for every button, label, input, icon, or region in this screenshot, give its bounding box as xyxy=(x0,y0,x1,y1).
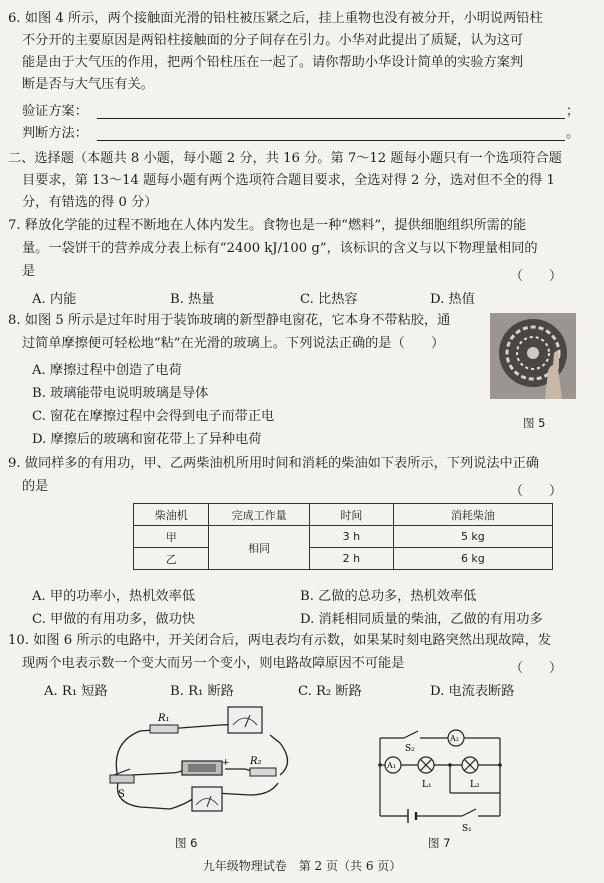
q8-line-2: 过简单摩擦便可轻松地“粘”在光滑的玻璃上。下列说法正确的是（ ） xyxy=(22,336,445,351)
table-header-row xyxy=(134,504,553,526)
q6-line-3: 能是由于大气压的作用，把两个铅柱压在一起了。请你帮助小华设计简单的实验方案判 xyxy=(22,55,524,70)
q10-option-c: C. R₂ 断路 xyxy=(298,684,362,699)
table-header-workload: 完成工作量 xyxy=(209,504,310,526)
q7-option-c: C. 比热容 xyxy=(300,292,358,307)
figure6-label-switch: S xyxy=(118,789,125,800)
q8-option-d: D. 摩擦后的玻璃和窗花带上了异种电荷 xyxy=(32,432,262,447)
figure7-label-a1: A₁ xyxy=(387,761,396,770)
section2-line-3: 分，有错选的得 0 分） xyxy=(22,195,158,210)
q6-judge-label: 判断方法： xyxy=(22,126,88,141)
q9-option-b: B. 乙做的总功多，热机效率低 xyxy=(300,589,477,604)
switch-icon xyxy=(110,775,134,783)
figure7-label-s2: S₂ xyxy=(405,744,415,754)
q9-option-c: C. 甲做的有用功多，做功快 xyxy=(32,612,196,627)
q6-judge-end: 。 xyxy=(566,126,580,141)
r1-resistor-icon xyxy=(150,725,178,733)
q7-option-d: D. 热值 xyxy=(430,292,475,307)
figure7-caption: 图 7 xyxy=(428,836,451,850)
q10-option-b: B. R₁ 断路 xyxy=(170,684,234,699)
table-header-fuel: 消耗柴油 xyxy=(393,504,552,526)
q8-option-c: C. 窗花在摩擦过程中会得到电子而带正电 xyxy=(32,409,275,424)
figure5-window-flower-photo xyxy=(490,313,576,399)
q10-line-1: 10. 如图 6 所示的电路中，开关闭合后，两电表均有示数，如果某时刻电路突然出现故障，发 xyxy=(8,633,552,648)
q7-line-1: 7. 释放化学能的过程不断地在人体内发生。食物也是一种“燃料”，提供细胞组织所需的能 xyxy=(8,218,527,233)
q8-option-a: A. 摩擦过程中创造了电荷 xyxy=(32,363,182,378)
q9-option-a: A. 甲的功率小，热机效率低 xyxy=(32,589,195,604)
q6-verify-blank xyxy=(97,118,565,119)
figure6-label-plus: + xyxy=(222,758,230,768)
table-header-time: 时间 xyxy=(309,504,393,526)
q9-answer-paren: （ ） xyxy=(510,484,563,499)
q7-answer-paren: （ ） xyxy=(510,269,563,284)
figure7-label-l1: L₁ xyxy=(422,780,432,790)
figure7-label-l2: L₂ xyxy=(470,780,480,790)
table-row xyxy=(134,526,553,548)
q6-line-4: 断是否与大气压有关。 xyxy=(22,77,154,92)
figure6-label-r2: R₂ xyxy=(250,756,262,767)
table-row xyxy=(134,548,553,570)
table-cell-time: 2 h xyxy=(309,548,393,570)
q6-judge-blank xyxy=(97,140,565,141)
figure7-label-a2: A₂ xyxy=(450,734,459,743)
q10-line-2: 现两个电表示数一个变大而另一个变小，则电路故障原因不可能是 xyxy=(22,656,405,671)
q7-option-b: B. 热量 xyxy=(170,292,215,307)
figure5-caption: 图 5 xyxy=(523,416,546,430)
q10-answer-paren: （ ） xyxy=(510,661,563,676)
q10-option-a: A. R₁ 短路 xyxy=(44,684,108,699)
q10-option-d: D. 电流表断路 xyxy=(430,684,515,699)
table-cell-time: 3 h xyxy=(309,526,393,548)
table-cell-engine: 乙 xyxy=(134,548,209,570)
table-cell-engine: 甲 xyxy=(134,526,209,548)
q7-option-a: A. 内能 xyxy=(32,292,77,307)
page-footer: 九年级物理试卷 第 2 页（共 6 页） xyxy=(202,859,402,873)
q8-option-b: B. 玻璃能带电说明玻璃是导体 xyxy=(32,386,209,401)
q7-line-2: 量。一袋饼干的营养成分表上标有“2400 kJ/100 g”，该标识的含义与以下物理量相同的 xyxy=(22,241,538,256)
table-cell-fuel: 5 kg xyxy=(393,526,552,548)
figure6-caption: 图 6 xyxy=(175,836,198,850)
q6-line-1: 6. 如图 4 所示，两个接触面光滑的铅柱被压紧之后，挂上重物也没有被分开，小明说两铅柱 xyxy=(8,11,543,26)
q7-line-3: 是 xyxy=(22,264,36,279)
q6-line-2: 不分开的主要原因是两铅柱接触面的分子间存在引力。小华对此提出了质疑，认为这可 xyxy=(22,33,524,48)
r2-resistor-icon xyxy=(250,768,276,776)
figure6-label-r1: R₁ xyxy=(158,713,170,724)
q9-option-d: D. 消耗相同质量的柴油，乙做的有用功多 xyxy=(300,612,543,627)
q9-line-1: 9. 做同样多的有用功，甲、乙两柴油机所用时间和消耗的柴油如下表所示，下列说法中正确 xyxy=(8,456,540,471)
q6-verify-end: ； xyxy=(566,104,580,119)
figure7-label-s1: S₁ xyxy=(462,824,472,833)
q9-diesel-table xyxy=(133,503,553,570)
q8-line-1: 8. 如图 5 所示是过年时用于装饰玻璃的新型静电窗花，它本身不带粘胶，通 xyxy=(8,313,451,328)
figure7-circuit-diagram xyxy=(370,713,520,833)
section2-line-2: 目要求，第 13～14 题每小题有两个选项符合题目要求，全选对得 2 分，选对但不全的得 1 xyxy=(22,173,555,188)
q6-verify-label: 验证方案： xyxy=(22,104,88,119)
table-header-engine: 柴油机 xyxy=(134,504,209,526)
q9-line-2: 的是 xyxy=(22,479,49,494)
figure6-circuit-diagram xyxy=(100,703,300,833)
table-cell-fuel: 6 kg xyxy=(393,548,552,570)
table-cell-workload: 相同 xyxy=(209,526,310,570)
section2-line-1: 二、选择题（本题共 8 小题，每小题 2 分，共 16 分。第 7～12 题每小题只有一个选项符合题 xyxy=(8,151,562,166)
